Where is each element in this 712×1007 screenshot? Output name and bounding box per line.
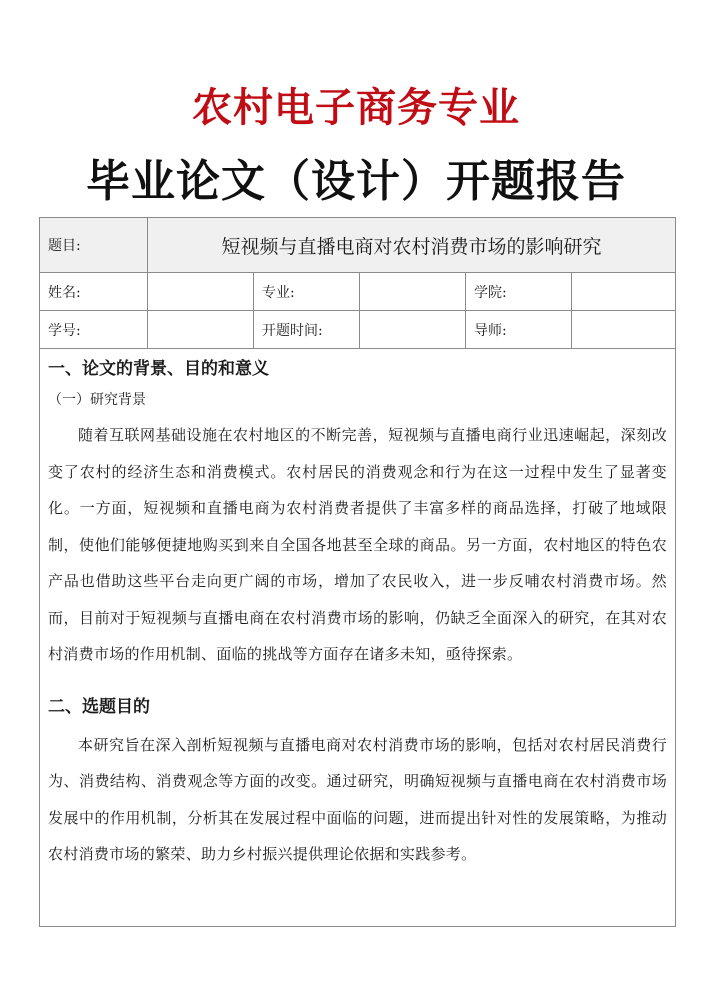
info-row-2 — [40, 311, 675, 349]
name-label: 姓名: — [40, 273, 148, 310]
student-id-label: 学号: — [40, 311, 148, 348]
advisor-value — [572, 311, 675, 348]
college-value — [572, 273, 675, 310]
report-title: 毕业论文（设计）开题报告 — [86, 156, 626, 207]
name-value — [148, 273, 254, 310]
proposal-date-label: 开题时间: — [254, 311, 360, 348]
topic-value: 短视频与直播电商对农村消费市场的影响研究 — [221, 235, 602, 258]
student-id-value — [148, 311, 254, 348]
major-value — [360, 273, 466, 310]
topic-row — [40, 218, 675, 273]
major-title: 农村电子商务专业 — [192, 85, 520, 131]
section-2-heading: 二、选题目的 — [48, 696, 150, 717]
section-1-paragraph: 随着互联网基础设施在农村地区的不断完善，短视频与直播电商行业迅速崛起，深刻改变了农村的经济生态和消费模式。农村居民的消费观念和行为在这一过程中发生了显著变化。一方面，短视频和直播电商为农村消费者提供了丰富多样的商品选择，打破了地域限制，使他们能够便捷地购买到来自全国各地甚至全球的商品。另一方面，农村地区的特色农产品也借助这些平台走向更广阔的市场，增加了农民收入，进一步反哺农村消费市场。然而，目前对于短视频与直播电商在农村消费市场的影响，仍缺乏全面深入的研究，在其对农村消费市场的作用机制、面临的挑战等方面存在诸多未知，亟待探索。 — [48, 426, 667, 663]
section-1-subheading: （一）研究背景 — [48, 392, 146, 408]
proposal-body — [40, 349, 675, 926]
college-label: 学院: — [466, 273, 572, 310]
proposal-table — [39, 217, 676, 927]
section-2-paragraph: 本研究旨在深入剖析短视频与直播电商对农村消费市场的影响，包括对农村居民消费行为、消费结构、消费观念等方面的改变。通过研究，明确短视频与直播电商在农村消费市场发展中的作用机制，分析其在发展过程中面临的问题，进而提出针对性的发展策略，为推动农村消费市场的繁荣、助力乡村振兴提供理论依据和实践参考。 — [48, 735, 667, 863]
proposal-date-value — [360, 311, 466, 348]
info-row-1 — [40, 273, 675, 311]
major-label: 专业: — [254, 273, 360, 310]
topic-label: 题目: — [40, 218, 148, 272]
section-1-heading: 一、论文的背景、目的和意义 — [48, 359, 269, 379]
advisor-label: 导师: — [466, 311, 572, 348]
